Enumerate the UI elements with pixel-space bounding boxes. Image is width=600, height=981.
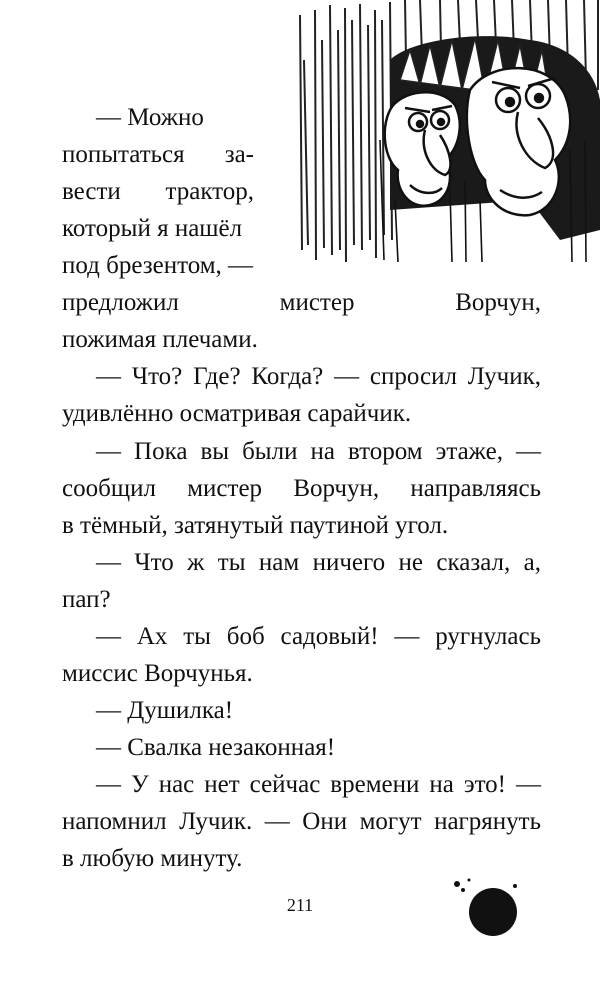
text-line-4: который я нашёл xyxy=(62,215,243,242)
ink-blob-icon xyxy=(445,872,525,942)
text-line-20: напомнил Лучик. — Они могут нагрянуть xyxy=(62,808,541,835)
text-line-3: вести трактор, xyxy=(62,178,254,205)
text-line-21: в любую минуту. xyxy=(62,845,243,872)
text-line-1: — Можно xyxy=(96,104,204,131)
text-line-9: удивлённо осматривая сарайчик. xyxy=(62,400,412,427)
text-line-5: под брезентом, — xyxy=(62,252,254,279)
text-line-17: — Душилка! xyxy=(96,697,234,724)
page-number: 211 xyxy=(286,895,314,915)
text-line-18: — Свалка незаконная! xyxy=(96,734,336,761)
text-line-16: миссис Ворчунья. xyxy=(62,660,253,687)
text-line-6: предложил мистер Ворчун, xyxy=(62,289,541,316)
text-line-7: пожимая плечами. xyxy=(62,326,258,353)
text-line-8: — Что? Где? Когда? — спросил Лучик, xyxy=(96,363,541,390)
text-line-12: в тёмный, затянутый паутиной угол. xyxy=(62,512,449,539)
text-line-15: — Ах ты боб садовый! — ругнулась xyxy=(96,623,541,650)
text-line-2: попытаться за- xyxy=(62,141,254,168)
text-line-11: сообщил мистер Ворчун, направляясь xyxy=(62,475,541,502)
grumpy-faces-illustration xyxy=(280,0,600,270)
text-line-13: — Что ж ты нам ничего не сказал, а, xyxy=(96,549,541,576)
text-line-14: пап? xyxy=(62,586,111,613)
text-line-10: — Пока вы были на втором этаже, — xyxy=(96,438,541,465)
text-line-19: — У нас нет сейчас времени на это! — xyxy=(96,771,541,798)
